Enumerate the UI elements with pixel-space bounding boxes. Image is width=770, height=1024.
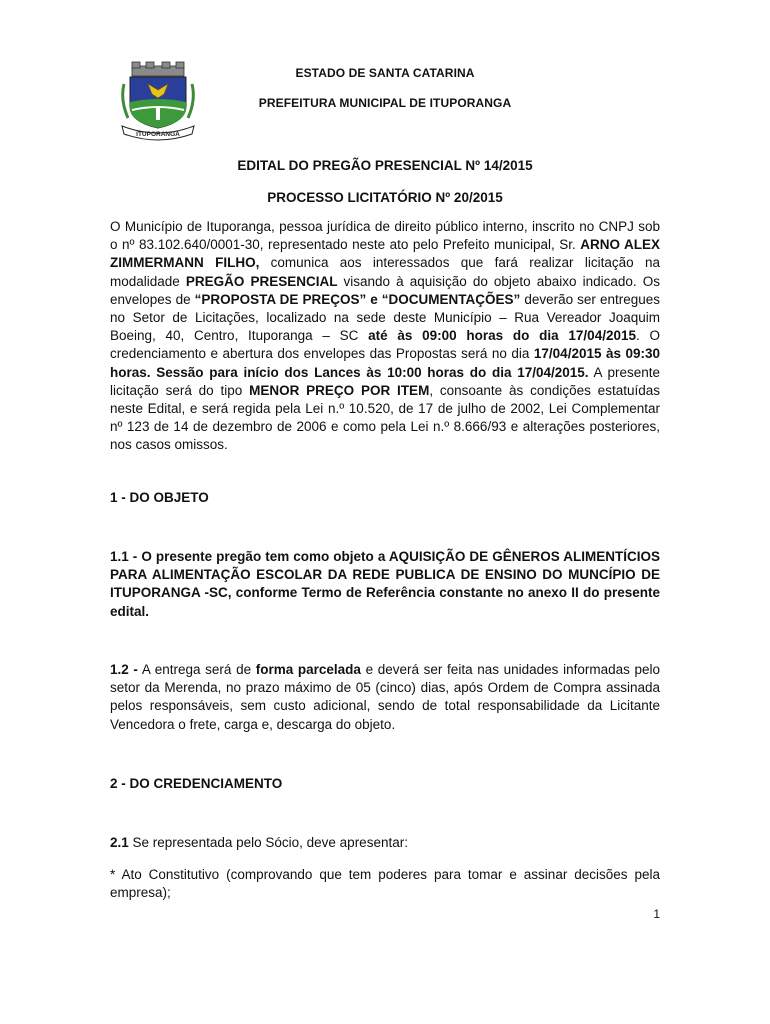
section-1-heading: 1 - DO OBJETO <box>110 490 209 505</box>
item-1-2 <box>110 661 660 734</box>
item-1-1: 1.1 - O presente pregão tem como objeto a AQUISIÇÃO DE GÊNEROS ALIMENTÍCIOS PARA ALIMENTAÇÃO ESCOLAR DA REDE PUBLICA DE ENSINO DO MUNCÍPIO DE ITUPORANGA -SC, conforme Termo de Referência constante no anexo II do presente edital. <box>110 549 660 619</box>
intro-text: . O credenciamento e abertura dos envelopes das Propostas será no dia <box>110 328 660 362</box>
intro-bold: “PROPOSTA DE PREÇOS” e “DOCUMENTAÇÕES” <box>194 291 521 307</box>
municipal-crest-emblem <box>118 60 198 142</box>
item-2-1-text: Se representada pelo Sócio, deve apresentar: <box>128 835 408 850</box>
intro-bold: ARNO ALEX ZIMMERMANN FILHO, <box>110 237 660 271</box>
item-1-2-label: 1.2 - <box>110 662 138 677</box>
intro-text: comunica aos interessados que fará realizar licitação na modalidade <box>110 255 660 289</box>
intro-paragraph <box>110 218 660 455</box>
item-2-1-label: 2.1 <box>110 835 129 850</box>
intro-bold: PREGÃO PRESENCIAL <box>185 273 338 289</box>
item-2-1 <box>110 834 660 852</box>
intro-text: , consoante às condições estatuídas neste Edital, e será regida pela Lei n.º 10.520, de 17 de julho de 2002, Lei Complementar nº 123 de 14 de dezembro de 2006 e como pela Lei n.º 8.666/93 e alterações posteriores, nos casos omissos. <box>110 382 660 453</box>
section-2-heading: 2 - DO CREDENCIAMENTO <box>110 776 283 791</box>
header-state: ESTADO DE SANTA CATARINA <box>295 66 475 80</box>
bullet-ato-constitutivo: * Ato Constitutivo (comprovando que tem poderes para tomar e assinar decisões pela empresa); <box>110 867 660 901</box>
item-1-2-bold: forma parcelada <box>255 662 361 677</box>
intro-bold: até às 09:00 horas do dia 17/04/2015 <box>368 328 636 344</box>
header-prefecture: PREFEITURA MUNICIPAL DE ITUPORANGA <box>258 96 512 110</box>
intro-text: O Município de Ituporanga, pessoa jurídica de direito público interno, inscrito no CNPJ sob o nº 83.102.640/0001-30, representado neste ato pelo Prefeito municipal, Sr. <box>110 219 660 253</box>
item-1-2-text: A entrega será de <box>137 662 256 677</box>
processo-title: PROCESSO LICITATÓRIO Nº 20/2015 <box>267 190 503 205</box>
intro-bold: MENOR PREÇO POR ITEM <box>249 382 430 398</box>
intro-text: A presente licitação será do tipo <box>110 364 660 398</box>
intro-text: visando à aquisição do objeto abaixo indicado. Os envelopes de <box>110 273 660 307</box>
page-number: 1 <box>653 907 660 921</box>
intro-bold: 17/04/2015 às 09:30 horas. Sessão para início dos Lances às 10:00 horas do dia 17/04/2015. <box>110 346 660 380</box>
edital-title: EDITAL DO PREGÃO PRESENCIAL Nº 14/2015 <box>237 158 533 173</box>
crest-banner-text: ITUPORANGA <box>136 131 180 138</box>
item-1-2-text: e deverá ser feita nas unidades informadas pelo setor da Merenda, no prazo máximo de 05 (cinco) dias, após Ordem de Compra assinada pelos responsáveis, sem custo adicional, sendo de total responsabilidade da Licitante Vencedora o frete, carga e, descarga do objeto. <box>110 662 661 732</box>
intro-text: deverão ser entregues no Setor de Licitações, localizado na sede deste Município – Rua Vereador Joaquim Boeing, 40, Centro, Ituporanga – SC <box>110 291 660 344</box>
